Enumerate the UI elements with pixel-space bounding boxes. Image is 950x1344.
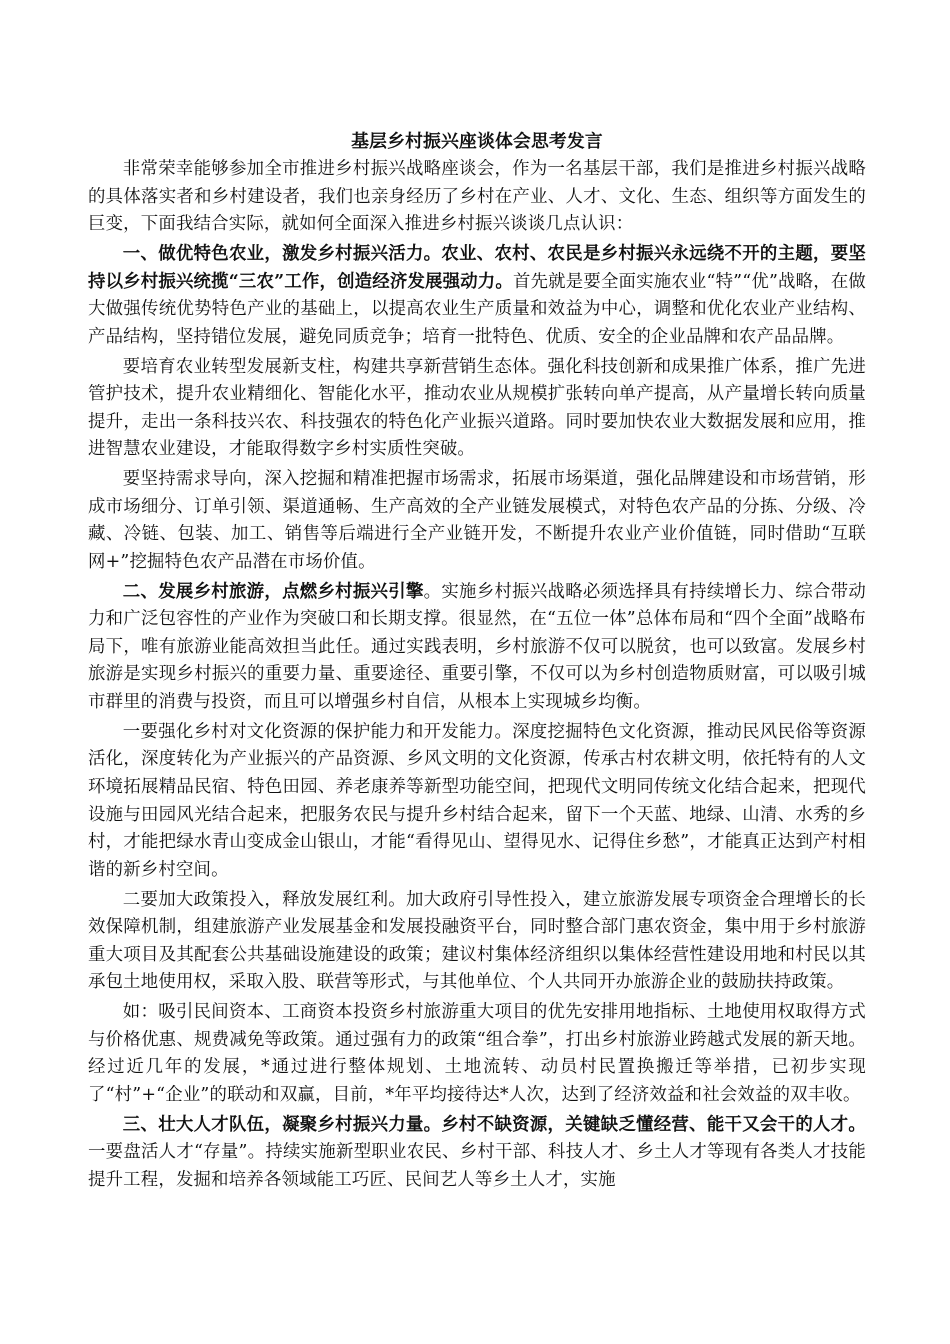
paragraph-text: 。实施乡村振兴战略必须选择具有持续增长力、综合带动力和广泛包容性的产业作为突破口和长期支撑。很显然，在“五位一体”总体布局和“四个全面”战略布局下，唯有旅游业能高效担当此任。通过实践表明，乡村旅游不仅可以脱贫，也可以致富。发展乡村旅游是实现乡村振兴的重要力量、重要途径、重要引擎，不仅可以为乡村创造物质财富，可以吸引城市群里的消费与投资，而且可以增强乡村自信，从根本上实现城乡均衡。	[88, 581, 866, 713]
paragraph-text: 如：吸引民间资本、工商资本投资乡村旅游重大项目的优先安排用地指标、土地使用权取得方式与价格优惠、规费减免等政策。通过强有力的政策“组合拳”，打出乡村旅游业跨越式发展的新天地。经过近几年的发展，*通过进行整体规划、土地流转、动员村民置换搬迁等举措，已初步实现了“村”+“企业”的联动和双赢，目前，*年平均接待达*人次，达到了经济效益和社会效益的双丰收。	[88, 1002, 866, 1105]
paragraph-section-3	[88, 1112, 866, 1195]
document-body	[88, 128, 866, 1197]
paragraph-text: 非常荣幸能够参加全市推进乡村振兴战略座谈会，作为一名基层干部，我们是推进乡村振兴战略的具体落实者和乡村建设者，我们也亲身经历了乡村在产业、人才、文化、生态、组织等方面发生的巨变，下面我结合实际，就如何全面深入推进乡村振兴谈谈几点认识：	[88, 159, 866, 235]
paragraph-text: 一要强化乡村对文化资源的保护能力和开发能力。深度挖掘特色文化资源，推动民风民俗等资源活化，深度转化为产业振兴的产品资源、乡风文明的文化资源，传承古村农耕文明，依托特有的人文环境拓展精品民宿、特色田园、养老康养等新型功能空间，把现代文明同传统文化结合起来，把现代设施与田园风光结合起来，把服务农民与提升乡村结合起来，留下一个天蓝、地绿、山清、水秀的乡村，才能把绿水青山变成金山银山，才能“看得见山、望得见水、记得住乡愁”，才能真正达到产村相谐的新乡村空间。	[88, 721, 866, 880]
paragraph-heading: 二、发展乡村旅游，点燃乡村振兴引擎	[122, 581, 424, 602]
paragraph-heading: 三、壮大人才队伍，凝聚乡村振兴力量。乡村不缺资源，关键缺乏懂经营、能干又会干的人才。	[122, 1114, 866, 1135]
paragraph-intro	[88, 156, 866, 239]
paragraph-text: 首先就是要全面实施农业“特”“优”战略，在做大做强传统优势特色产业的基础上，以提高农业生产质量和效益为中心，调整和优化农业产业结构、产品结构，坚持错位发展，避免同质竞争；培育一批特色、优质、安全的企业品牌和农产品品牌。	[88, 271, 866, 347]
paragraph-example	[88, 999, 866, 1109]
paragraph-heading: 一、做优特色农业，激发乡村振兴活力。农业、农村、农民是乡村振兴永远绕不开的主题，要坚持以乡村振兴统揽“三农”工作，创造经济发展强动力。	[88, 243, 866, 292]
paragraph-text: 要培育农业转型发展新支柱，构建共享新营销生态体。强化科技创新和成果推广体系，推广先进管护技术，提升农业精细化、智能化水平，推动农业从规模扩张转向单产提高，从产量增长转向质量提升，走出一条科技兴农、科技强农的特色化产业振兴道路。同时要加快农业大数据发展和应用，推进智慧农业建设，才能取得数字乡村实质性突破。	[88, 356, 866, 460]
paragraph-market-demand	[88, 466, 866, 576]
paragraph-section-1	[88, 241, 866, 351]
paragraph-agri-transform	[88, 354, 866, 464]
document-title: 基层乡村振兴座谈体会思考发言	[351, 131, 603, 152]
paragraph-text: 要坚持需求导向，深入挖掘和精准把握市场需求，拓展市场渠道，强化品牌建设和市场营销，形成市场细分、订单引领、渠道通畅、生产高效的全产业链发展模式，对特色农产品的分拣、分级、冷藏、冷链、包装、加工、销售等后端进行全产业链开发，不断提升农业产业价值链，同时借助“互联网+”挖掘特色农产品潜在市场价值。	[88, 469, 866, 572]
paragraph-text: 二要加大政策投入，释放发展红利。加大政府引导性投入，建立旅游发展专项资金合理增长的长效保障机制，组建旅游产业发展基金和发展投融资平台，同时整合部门惠农资金，集中用于乡村旅游重大项目及其配套公共基础设施建设的政策；建议村集体经济组织以集体经营性建设用地和村民以其承包土地使用权，采取入股、联营等形式，与其他单位、个人共同开办旅游企业的鼓励扶持政策。	[88, 889, 866, 993]
paragraph-text: 一要盘活人才“存量”。持续实施新型职业农民、乡村干部、科技人才、乡土人才等现有各类人才技能提升工程，发掘和培养各领域能工巧匠、民间艺人等乡土人才，实施	[88, 1142, 866, 1190]
paragraph-policy	[88, 887, 866, 997]
paragraph-culture	[88, 719, 866, 885]
paragraph-section-2	[88, 579, 866, 717]
